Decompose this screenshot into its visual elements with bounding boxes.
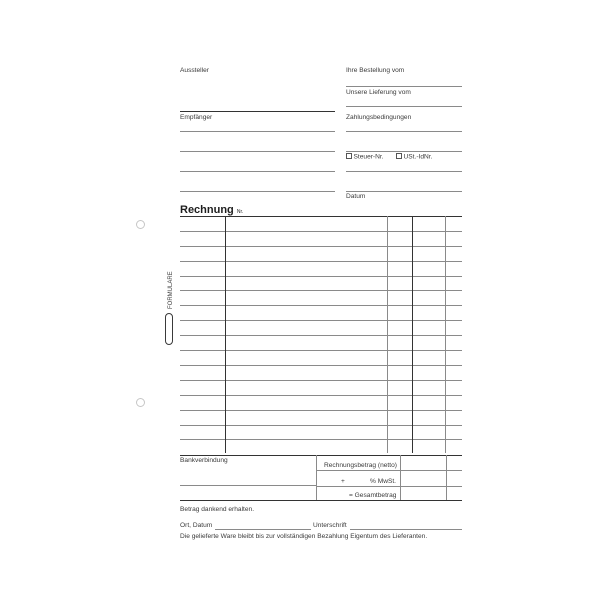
lieferung-line [346,106,462,107]
totals-value-divider [400,455,401,500]
totals-bottom-line [180,500,462,501]
unterschrift-label: Unterschrift [313,522,347,529]
punch-hole-icon [136,398,145,407]
table-row-line [180,231,462,232]
plus-label: + [341,478,345,485]
empfaenger-line [180,131,335,132]
table-row-line [180,290,462,291]
brand-label: FORMULARE [165,271,174,345]
steuer-checkbox[interactable] [346,153,352,159]
mwst-label: % MwSt. [370,478,397,485]
table-row-line [180,276,462,277]
zahlung-line [346,131,462,132]
table-column-divider [412,216,413,453]
ust-checkbox[interactable] [396,153,402,159]
table-column-divider [387,216,388,453]
netto-label: Rechnungsbetrag (netto) [324,462,397,469]
zahlung-label: Zahlungsbedingungen [346,114,412,121]
table-row-line [180,246,462,247]
steuer-label: Steuer-Nr. [346,153,384,161]
table-row-line [180,365,462,366]
mwst-line [316,486,462,487]
aussteller-line [180,111,335,112]
table-row-line [180,425,462,426]
table-column-divider [445,216,446,453]
rechnung-title [180,204,243,216]
aussteller-label: Aussteller [180,67,209,74]
table-row-line [180,305,462,306]
bestellung-line [346,86,462,87]
totals-divider [316,455,317,500]
table-row-line [180,439,462,440]
betrag-label: Betrag dankend erhalten. [180,506,255,513]
rechnung-nr-label: Nr. [236,209,244,215]
rechnung-title-text: Rechnung [180,204,234,216]
totals-cents-divider [446,455,447,500]
table-row-line [180,261,462,262]
table-row-line [180,350,462,351]
lieferung-label: Unsere Lieferung vom [346,89,411,96]
ort-datum-line [215,529,311,530]
herlitz-logo-icon [165,313,173,345]
bestellung-label: Ihre Bestellung vom [346,67,405,74]
table-row-line [180,320,462,321]
table-column-divider [225,216,226,453]
punch-hole-icon [136,220,145,229]
ust-label: USt.-IdNr. [396,153,432,161]
empfaenger-line [180,171,335,172]
bankverbindung-label: Bankverbindung [180,457,228,464]
datum-label: Datum [346,193,366,200]
empfaenger-line [180,191,335,192]
ort-datum-label: Ort, Datum [180,522,213,529]
bank-line [180,485,316,486]
unterschrift-line [350,529,462,530]
table-row-line [180,335,462,336]
empfaenger-line [180,151,335,152]
table-top-line [180,216,462,217]
datum-line [346,191,462,192]
steuer-line [346,171,462,172]
table-row-line [180,395,462,396]
eigentum-notice: Die gelieferte Ware bleibt bis zur vollständigen Bezahlung Eigentum des Lieferanten. [180,533,428,540]
table-row-line [180,410,462,411]
netto-line [316,470,462,471]
totals-top-line [180,455,462,456]
zahlung-line [346,151,462,152]
table-row-line [180,380,462,381]
gesamt-label: = Gesamtbetrag [349,492,397,499]
empfaenger-label: Empfänger [180,114,213,121]
